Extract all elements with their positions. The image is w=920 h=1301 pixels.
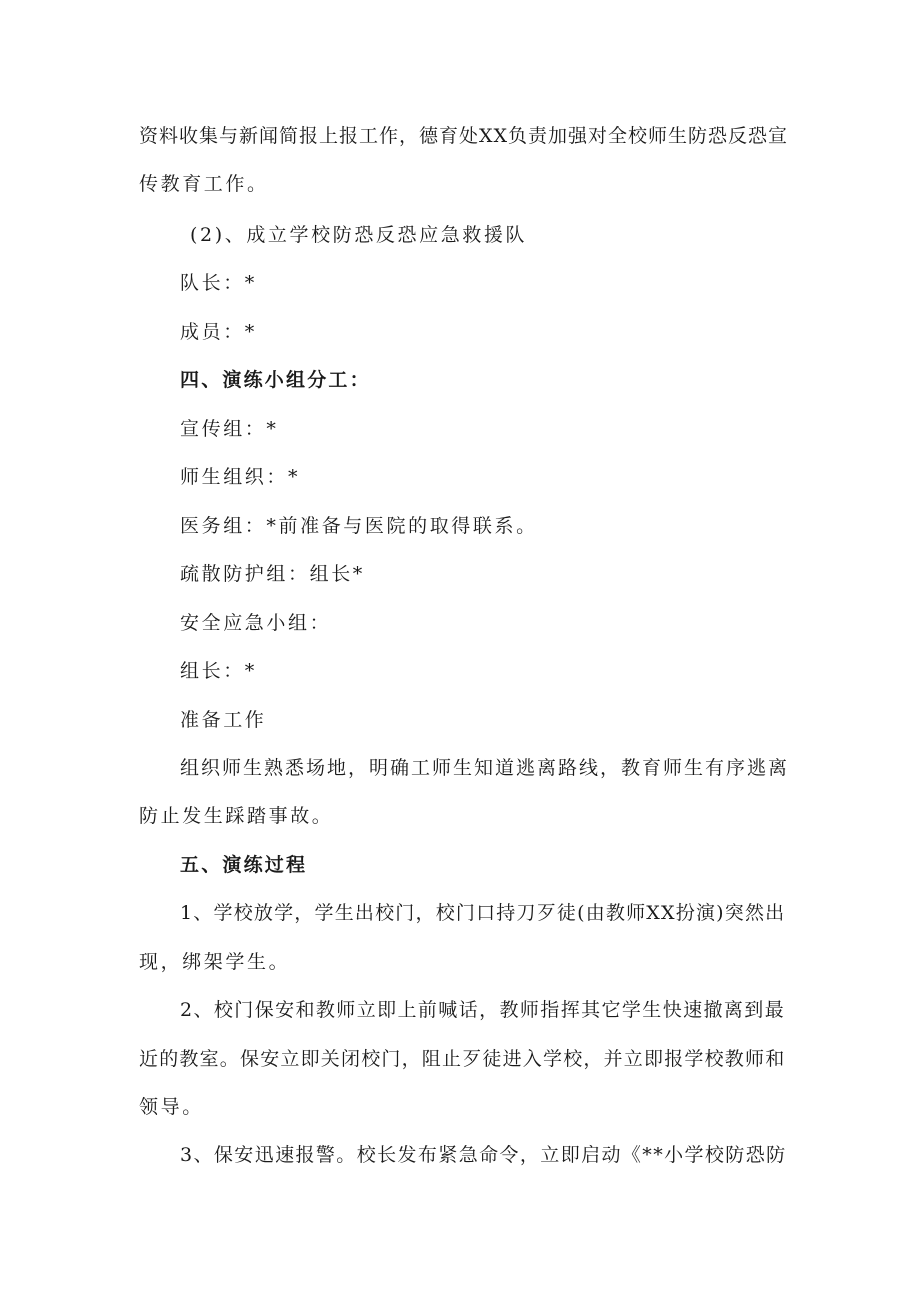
- team-leader-line: 队长：*: [180, 272, 257, 294]
- body-text-line: 现，绑架学生。: [139, 951, 291, 973]
- body-text-line: 组长：*: [180, 660, 257, 682]
- section-heading: 五、演练过程: [180, 854, 308, 876]
- body-text-line: 资料收集与新闻简报上报工作，德育处XX负责加强对全校师生防恐反恐宣: [139, 125, 789, 147]
- body-text-line: 医务组：*前准备与医院的取得联系。: [180, 515, 538, 537]
- body-text-line: 准备工作: [180, 709, 267, 731]
- body-text-line: 1、学校放学，学生出校门，校门口持刀歹徒(由教师XX扮演)突然出: [180, 902, 786, 924]
- body-text-line: 传教育工作。: [139, 173, 269, 195]
- body-text-line: 2、校门保安和教师立即上前喊话，教师指挥其它学生快速撤离到最: [180, 999, 786, 1021]
- body-text-line: 3、保安迅速报警。校长发布紧急命令，立即启动《**小学校防恐防: [180, 1144, 787, 1166]
- team-members-line: 成员：*: [180, 321, 257, 343]
- body-text-line: 组织师生熟悉场地，明确工师生知道逃离路线，教育师生有序逃离: [180, 757, 790, 779]
- body-text-line: 宣传组：*: [180, 418, 279, 440]
- list-item-heading: (2)、成立学校防恐反恐应急救援队: [190, 224, 528, 246]
- body-text-line: 近的教室。保安立即关闭校门，阻止歹徒进入学校，并立即报学校教师和: [139, 1048, 786, 1070]
- section-heading: 四、演练小组分工：: [180, 369, 371, 391]
- body-text-line: 防止发生踩踏事故。: [139, 805, 334, 827]
- body-text-line: 安全应急小组：: [180, 612, 332, 634]
- body-text-line: 师生组织：*: [180, 466, 301, 488]
- body-text-line: 疏散防护组：组长*: [180, 563, 365, 585]
- body-text-line: 领导。: [139, 1096, 204, 1118]
